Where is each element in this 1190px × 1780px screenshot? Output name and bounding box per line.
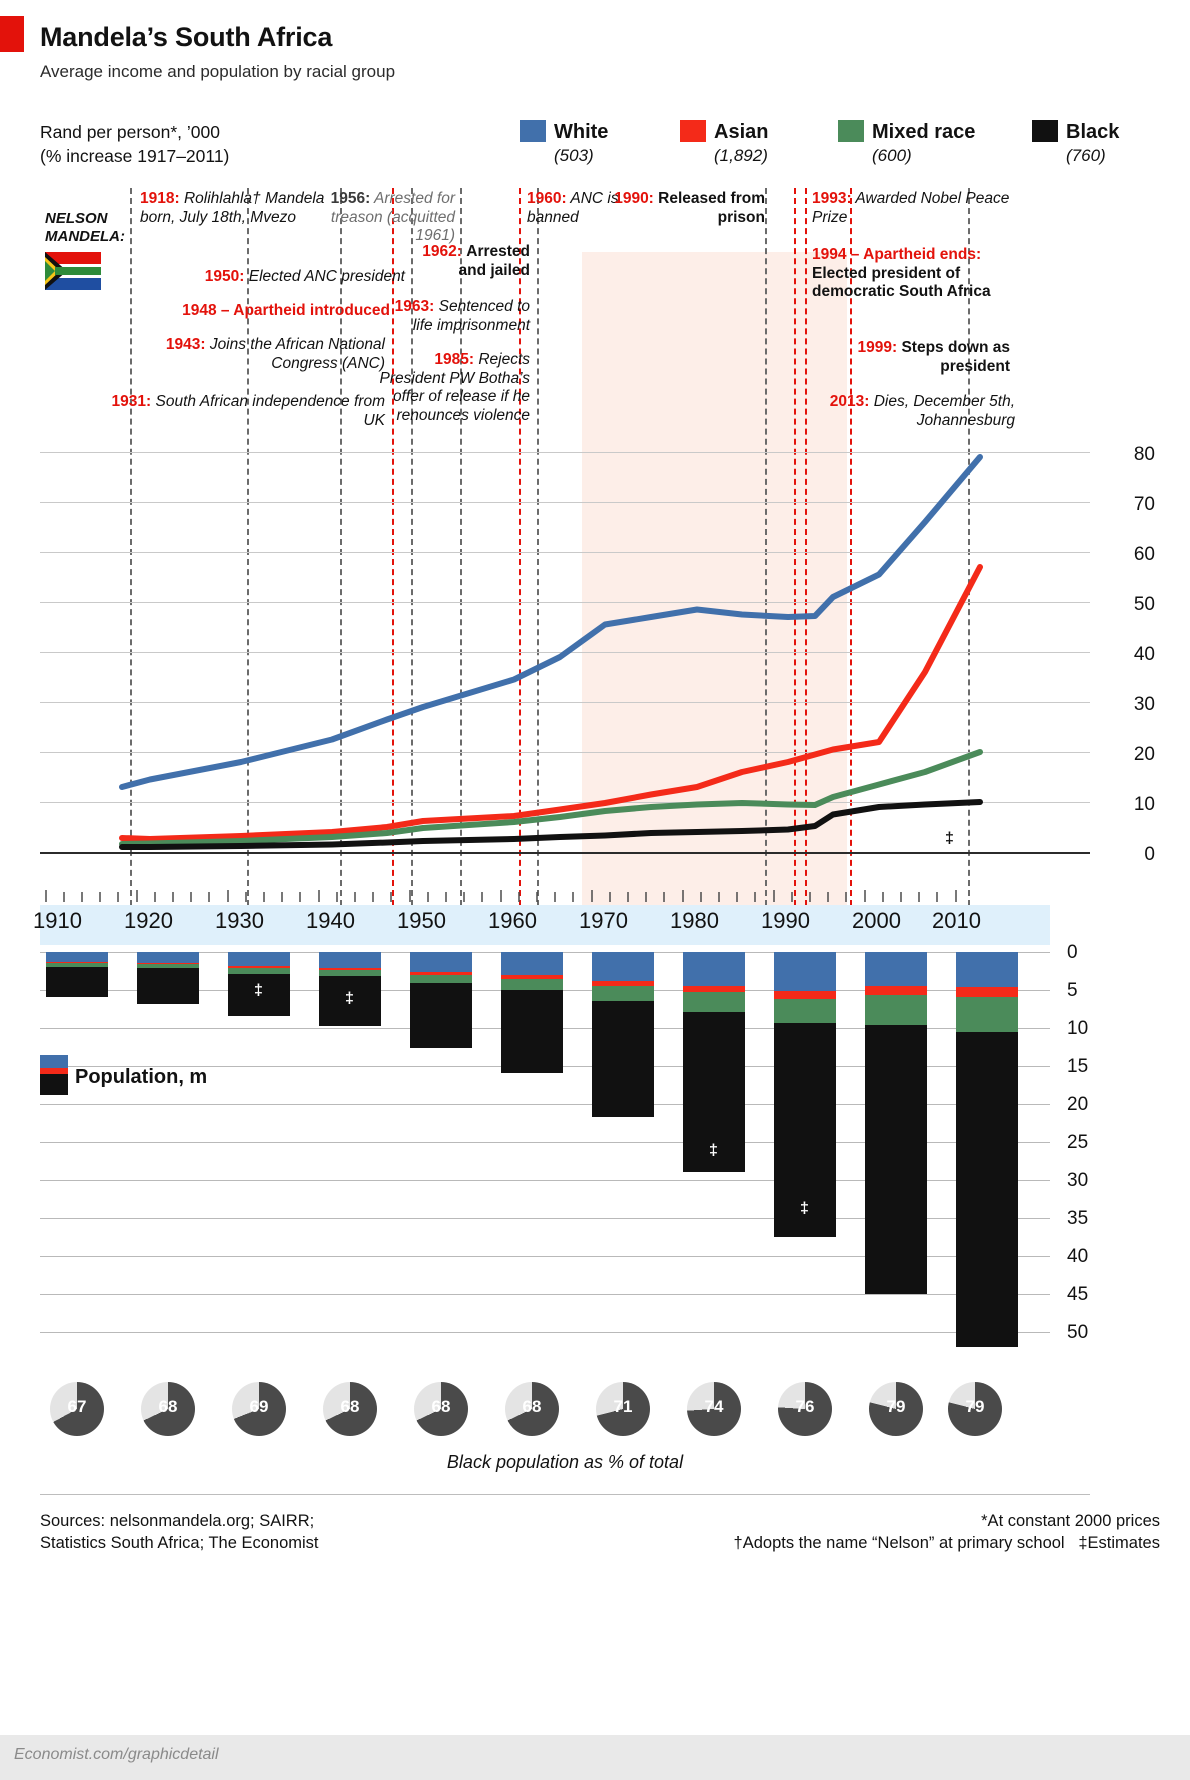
pie-2001: 79: [869, 1382, 923, 1436]
income-line-chart: [40, 452, 1090, 902]
ytick-50: 50: [1133, 594, 1155, 615]
unit-label-line1: Rand per person*, ’000: [40, 122, 220, 142]
pop-bar-1931: [228, 952, 290, 1016]
annotation-1962: 1962: Arrested and jailed: [422, 243, 530, 279]
annotation-1993: 1993: Awarded Nobel Peace Prize: [812, 190, 1010, 226]
footnotes: [734, 1510, 1160, 1554]
estimate-mark-1941: ‡: [345, 990, 354, 1007]
pop-ytick-20: 20: [1067, 1094, 1089, 1115]
pop-ytick-40: 40: [1067, 1246, 1089, 1267]
xtick-1970: 1970: [579, 908, 628, 933]
xtick-1930: 1930: [215, 908, 264, 933]
legend-label-black: Black: [1066, 121, 1120, 143]
note-prices: *At constant 2000 prices: [981, 1512, 1160, 1530]
annotation-1918: 1918: Rolihlahla† Mandela born, July 18th, Mvezo: [140, 190, 325, 226]
pop-bar-2001: [865, 952, 927, 1294]
annotation-1960: 1960: ANC is banned: [527, 190, 619, 226]
pop-bar-1951: [410, 952, 472, 1048]
pop-bar-1961: [501, 952, 563, 1073]
mandela-label-line1: NELSON: [45, 210, 108, 227]
pop-bar-1941: [319, 952, 381, 1026]
south-africa-flag-icon: [45, 252, 101, 290]
xtick-1950: 1950: [397, 908, 446, 933]
pop-bar-1991: [774, 952, 836, 1237]
pie-1921: 68: [141, 1382, 195, 1436]
estimate-mark-line: ‡: [945, 830, 954, 847]
ytick-40: 40: [1133, 644, 1155, 665]
sources-line2: Statistics South Africa; The Economist: [40, 1534, 319, 1552]
sources: [40, 1510, 319, 1554]
xtick-1940: 1940: [306, 908, 355, 933]
pie-1961: 68: [505, 1382, 559, 1436]
pie-1991: 76: [778, 1382, 832, 1436]
pop-ytick-15: 15: [1067, 1056, 1089, 1077]
ytick-0: 0: [1144, 844, 1155, 865]
income-series-svg: [40, 452, 1090, 902]
pop-ytick-0: 0: [1067, 942, 1078, 963]
population-legend-swatch: [40, 1055, 68, 1095]
annotation-1950: 1950: Elected ANC president: [204, 268, 405, 285]
pop-ytick-50: 50: [1067, 1322, 1089, 1343]
pie-1951: 68: [414, 1382, 468, 1436]
legend-pct-black: (760): [1066, 146, 1106, 165]
annotation-1994: 1994 – Apartheid ends: Elected president of democratic South Africa: [812, 246, 991, 300]
legend-label-white: White: [554, 121, 609, 143]
footer-bar: [0, 1735, 1190, 1780]
population-y-axis: [1055, 942, 1115, 1362]
unit-label: [40, 120, 229, 168]
ytick-20: 20: [1133, 744, 1155, 765]
legend: [520, 120, 1160, 170]
legend-swatch-mixed: [838, 120, 864, 142]
annotation-1999: 1999: Steps down as president: [857, 339, 1010, 375]
population-legend-label: Population, m: [75, 1066, 208, 1088]
ytick-70: 70: [1133, 494, 1155, 515]
pie-2011: 79: [948, 1382, 1002, 1436]
series-line-asian: [122, 567, 980, 839]
income-y-axis: [1095, 444, 1155, 912]
series-line-white: [122, 457, 980, 787]
sources-line1: Sources: nelsonmandela.org; SAIRR;: [40, 1512, 315, 1530]
xtick-1910: 1910: [33, 908, 82, 933]
legend-label-asian: Asian: [714, 121, 769, 143]
legend-item-white: [520, 120, 608, 166]
page-title: Mandela’s South Africa: [40, 22, 333, 52]
note-nelson: †Adopts the name “Nelson” at primary school ‡Estimates: [733, 1534, 1160, 1552]
pop-ytick-10: 10: [1067, 1018, 1089, 1039]
mandela-label-line2: MANDELA:: [45, 228, 125, 245]
pie-1981: 74: [687, 1382, 741, 1436]
brand-red-square: [0, 16, 24, 52]
pop-ytick-35: 35: [1067, 1208, 1089, 1229]
legend-swatch-asian: [680, 120, 706, 142]
pop-bar-1971: [592, 952, 654, 1117]
pop-ytick-5: 5: [1067, 980, 1078, 1001]
xtick-2000: 2000: [852, 908, 901, 933]
annotation-1943: 1943: Joins the African National Congress (ANC): [165, 336, 385, 372]
estimate-mark-1981: ‡: [709, 1142, 718, 1159]
pie-1941: 68: [323, 1382, 377, 1436]
unit-label-line2: (% increase 1917–2011): [40, 146, 230, 166]
xtick-1990: 1990: [761, 908, 810, 933]
legend-swatch-black: [1032, 120, 1058, 142]
pop-bar-1981: [683, 952, 745, 1172]
pop-ytick-25: 25: [1067, 1132, 1089, 1153]
legend-pct-mixed: (600): [872, 146, 912, 165]
brand-url: Economist.com/graphicdetail: [14, 1746, 219, 1763]
estimate-mark-1991: ‡: [800, 1200, 809, 1217]
mandela-label: [45, 210, 125, 246]
annotation-1948: 1948 – Apartheid introduced: [182, 302, 390, 319]
pop-bar-2011: [956, 952, 1018, 1347]
legend-item-asian: [680, 120, 768, 166]
xtick-1920: 1920: [124, 908, 173, 933]
pop-bar-1921: [137, 952, 199, 1004]
pop-ytick-45: 45: [1067, 1284, 1089, 1305]
legend-pct-asian: (1,892): [714, 146, 768, 165]
xtick-1980: 1980: [670, 908, 719, 933]
ytick-10: 10: [1133, 794, 1155, 815]
xtick-1960: 1960: [488, 908, 537, 933]
ytick-80: 80: [1133, 444, 1155, 465]
legend-item-black: [1032, 120, 1119, 166]
population-bar-chart: [40, 952, 1090, 1362]
legend-swatch-white: [520, 120, 546, 142]
pop-ytick-30: 30: [1067, 1170, 1089, 1191]
ytick-60: 60: [1133, 544, 1155, 565]
annotation-1931: 1931: South African independence from UK: [111, 393, 385, 429]
annotation-1985: 1985: Rejects President PW Botha’s offer of release if he renounces violence: [379, 351, 530, 424]
pie-caption: Black population as % of total: [446, 1452, 684, 1472]
annotation-1963: 1963: Sentenced to life imprisonment: [394, 298, 530, 334]
series-line-mixed: [122, 752, 980, 844]
annotation-1956: 1956: Arrested for treason (acquitted 1961): [330, 190, 455, 244]
ytick-30: 30: [1133, 694, 1155, 715]
pie-1931: 69: [232, 1382, 286, 1436]
pie-1971: 71: [596, 1382, 650, 1436]
pop-bar-1911: [46, 952, 108, 997]
legend-item-mixed: [838, 120, 975, 166]
page-subtitle: Average income and population by racial group: [40, 62, 396, 81]
legend-pct-white: (503): [554, 146, 594, 165]
pie-1911: 67: [50, 1382, 104, 1436]
legend-label-mixed: Mixed race: [872, 121, 976, 143]
xtick-2010: 2010: [932, 908, 981, 933]
estimate-mark-1931: ‡: [254, 982, 263, 999]
annotation-2013: 2013: Dies, December 5th, Johannesburg: [829, 393, 1015, 429]
x-axis-minor-ticks: [40, 888, 1050, 904]
annotation-1990: 1990: Released from prison: [614, 190, 765, 226]
